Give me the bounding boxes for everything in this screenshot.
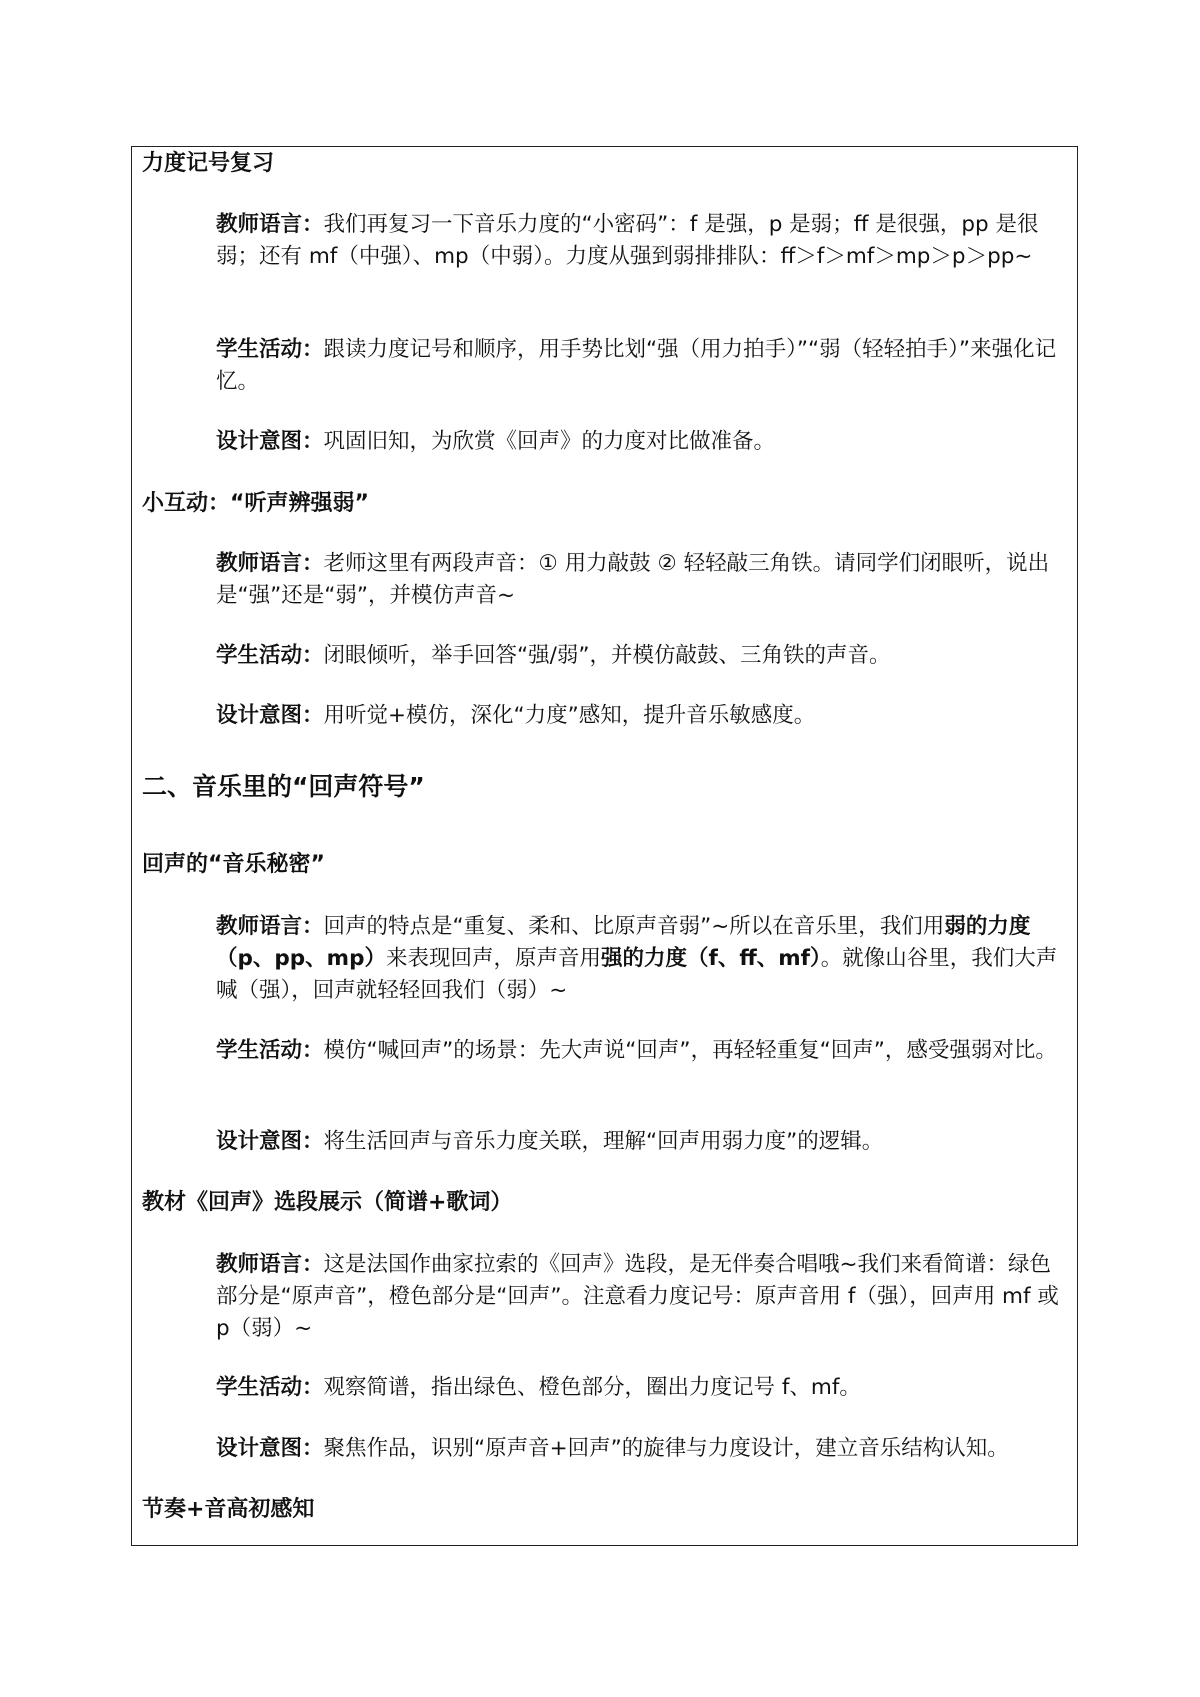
student-text: 跟读力度记号和顺序，用手势比划“强（用力拍手）”“弱（轻轻拍手）”来强化记忆。 xyxy=(216,337,1057,394)
section-heading: 力度记号复习 xyxy=(142,151,275,176)
student-paragraph xyxy=(216,640,1066,672)
teacher-label: 教师语言： xyxy=(216,212,324,237)
teacher-label: 教师语言： xyxy=(216,914,324,939)
teacher-paragraph xyxy=(216,911,1066,1007)
design-label: 设计意图： xyxy=(216,703,324,728)
teacher-text: 这是法国作曲家拉索的《回声》选段，是无伴奏合唱哦~我们来看简谱：绿色部分是“原声音”，橙色部分是“回声”。注意看力度记号：原声音用 f（强），回声用 mf 或 p（弱）~ xyxy=(216,1252,1059,1341)
design-paragraph xyxy=(216,700,1066,732)
design-label: 设计意图： xyxy=(216,429,324,454)
section-heading: 教材《回声》选段展示（简谱+歌词） xyxy=(142,1190,513,1215)
section-heading: 回声的“音乐秘密” xyxy=(142,852,325,877)
teacher-paragraph xyxy=(216,209,1066,273)
teacher-text: 老师这里有两段声音：① 用力敲鼓 ② 轻轻敲三角铁。请同学们闭眼听，说出是“强”还是“弱”，并模仿声音~ xyxy=(216,551,1050,608)
student-paragraph xyxy=(216,1035,1066,1067)
design-paragraph xyxy=(216,426,1066,458)
design-paragraph xyxy=(216,1126,1066,1158)
design-label: 设计意图： xyxy=(216,1436,324,1461)
part-title: 二、音乐里的“回声符号” xyxy=(142,772,425,801)
design-text: 用听觉+模仿，深化“力度”感知，提升音乐敏感度。 xyxy=(323,703,816,728)
teacher-text: 我们再复习一下音乐力度的“小密码”：f 是强，p 是弱；ff 是很强，pp 是很弱；还有 mf（中强）、mp（中弱）。力度从强到弱排排队：ff＞f＞mf＞mp＞p＞pp~ xyxy=(216,212,1039,269)
teacher-bold-strong: 强的力度（f、ff、mf） xyxy=(600,946,821,971)
design-text: 将生活回声与音乐力度关联，理解“回声用弱力度”的逻辑。 xyxy=(323,1129,884,1154)
teacher-text: 。就像山谷里，我们大声喊（强），回声就轻轻回我们（弱）~ xyxy=(216,946,1058,1003)
student-paragraph xyxy=(216,334,1066,398)
student-label: 学生活动： xyxy=(216,643,324,668)
section-heading: 节奏+音高初感知 xyxy=(142,1497,315,1522)
student-label: 学生活动： xyxy=(216,337,324,362)
teacher-paragraph xyxy=(216,1249,1066,1345)
teacher-paragraph xyxy=(216,548,1066,612)
student-text: 观察简谱，指出绿色、橙色部分，圈出力度记号 f、mf。 xyxy=(323,1375,861,1400)
student-label: 学生活动： xyxy=(216,1375,324,1400)
section-heading: 小互动：“听声辨强弱” xyxy=(142,491,369,516)
student-text: 闭眼倾听，举手回答“强/弱”，并模仿敲鼓、三角铁的声音。 xyxy=(323,643,891,668)
design-paragraph xyxy=(216,1433,1066,1465)
design-text: 聚焦作品，识别“原声音+回声”的旋律与力度设计，建立音乐结构认知。 xyxy=(323,1436,1009,1461)
teacher-text: 回声的特点是“重复、柔和、比原声音弱”~所以在音乐里，我们用 xyxy=(323,914,945,939)
student-paragraph xyxy=(216,1372,1066,1404)
design-text: 巩固旧知，为欣赏《回声》的力度对比做准备。 xyxy=(323,429,776,454)
teacher-bold-weak: 弱的力度（p、pp、mp） xyxy=(216,914,1031,971)
student-label: 学生活动： xyxy=(216,1038,324,1063)
design-label: 设计意图： xyxy=(216,1129,324,1154)
teacher-text: 来表现回声，原声音用 xyxy=(385,946,601,971)
student-text: 模仿“喊回声”的场景：先大声说“回声”，再轻轻重复“回声”，感受强弱对比。 xyxy=(323,1038,1057,1063)
teacher-label: 教师语言： xyxy=(216,1252,324,1277)
teacher-label: 教师语言： xyxy=(216,551,324,576)
